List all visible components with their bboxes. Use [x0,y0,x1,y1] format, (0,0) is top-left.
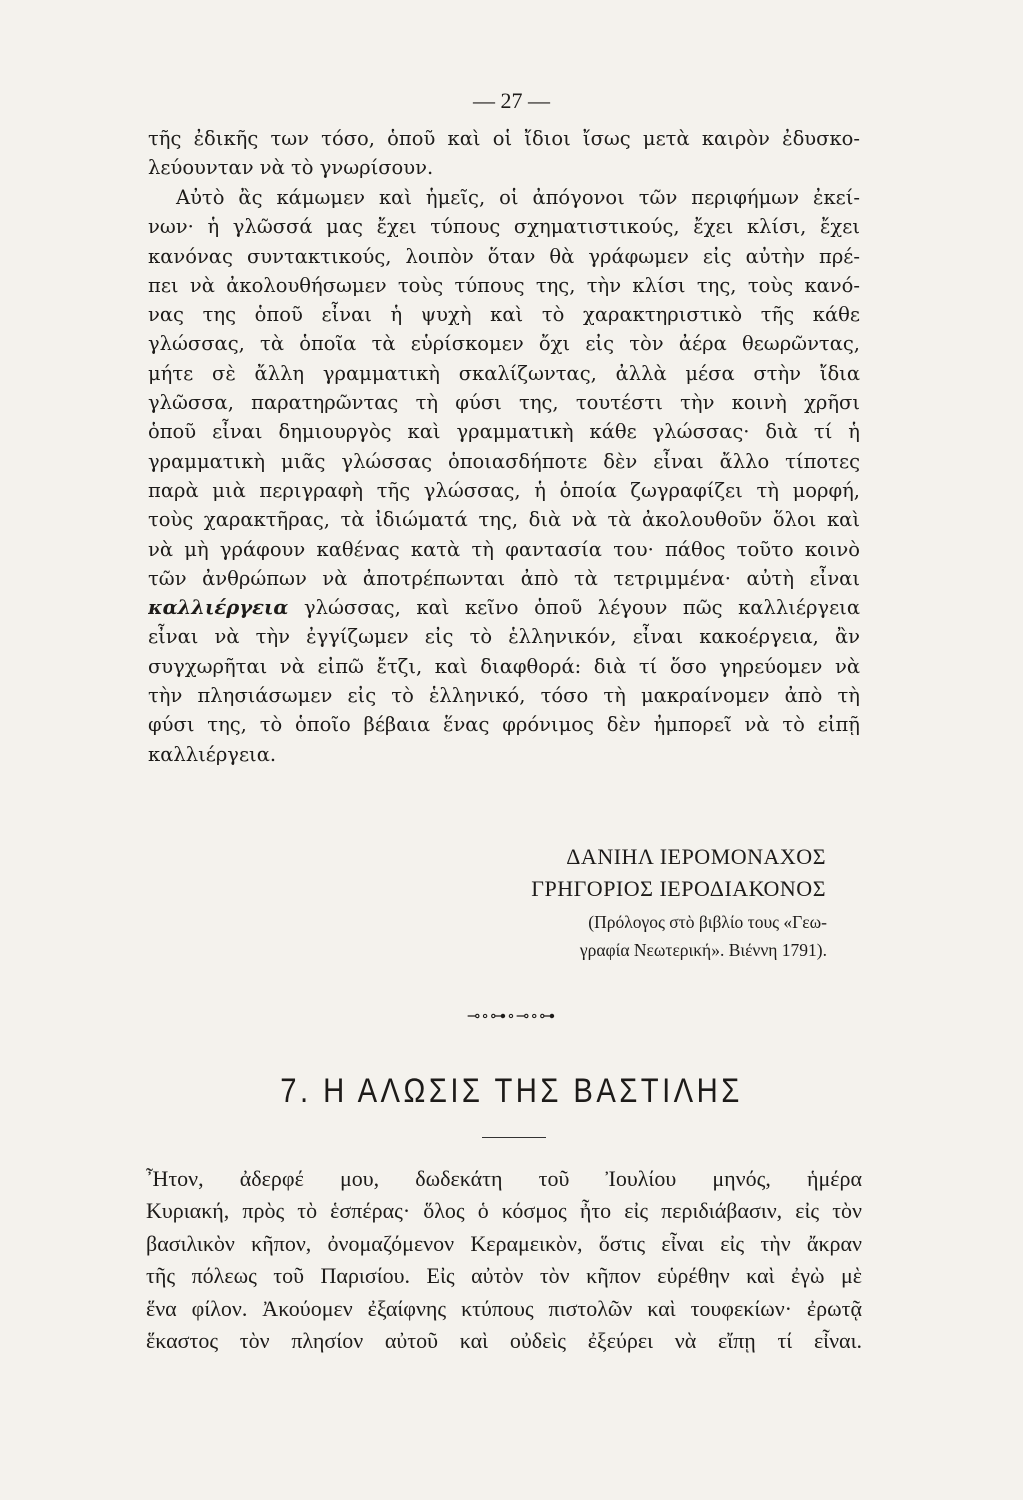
text-line-with-emphasis [148,593,860,622]
paragraph-3 [146,1163,862,1357]
text-line: παρὰ μιὰ περιγραφὴ τῆς γλώσσας, ἡ ὁποία ζωγραφίζει τὴ μορφή, [148,478,860,502]
text-line: τῆς ἐδικῆς των τόσο, ὁποῦ καὶ οἱ ἴδιοι ἴσως μετὰ καιρὸν ἐδυσκο- [148,127,860,150]
text-line: καλλιέργεια. [148,742,277,766]
heading-underline-rule [482,1137,546,1138]
text-line: πει νὰ ἀκολουθήσωμεν τοὺς τύπους της, τὴν κλίσι της, τοὺς κανό- [148,273,860,297]
text-line: Κυριακή, πρὸς τὸ ἑσπέρας· ὅλος ὁ κόσμος ἦτο εἰς περιδιάβασιν, εἰς τὸν [146,1198,862,1224]
paragraph-1 [148,124,860,183]
signature-name-2: ΓΡΗΓΟΡΙΟΣ ΙΕΡΟΔΙΑΚΟΝΟΣ [531,876,826,901]
text-line: λεύουνταν νὰ τὸ γνωρίσουν. [148,156,434,180]
signature-name-1: ΔΑΝΙΗΛ ΙΕΡΟΜΟΝΑΧΟΣ [566,844,826,869]
text-line: νων· ἡ γλῶσσά μας ἔχει τύπους σχηματιστικούς, ἔχει κλίσι, ἔχει [148,215,860,239]
source-citation-line-1: (Πρόλογος στὸ βιβλίο τους «Γεω- [588,912,827,932]
text-line: ἕνα φίλον. Ἀκούομεν ἐξαίφνης κτύπους πιστολῶν καὶ τουφεκίων· ἐρωτᾷ [146,1295,862,1321]
paragraph-2 [148,183,860,769]
text-line: φύσι της, τὸ ὁποῖο βέβαια ἕνας φρόνιμος δὲν ἠμπορεῖ νὰ τὸ εἰπῇ [148,713,860,737]
text-line: τῶν ἀνθρώπων νὰ ἀποτρέπωνται ἀπὸ τὰ τετριμμένα· αὐτὴ εἶναι [148,566,860,590]
text-line: κανόνας συντακτικούς, λοιπὸν ὅταν θὰ γράφωμεν εἰς αὐτὴν πρέ- [148,244,860,268]
text-line: νὰ μὴ γράφουν καθένας κατὰ τὴ φαντασία του· πάθος τοῦτο κοινὸ [148,537,860,561]
text-line: ἕκαστος τὸν πλησίον αὐτοῦ καὶ οὐδεὶς ἐξεύρει νὰ εἴπῃ τί εἶναι. [146,1328,862,1354]
source-citation-line-2: γραφία Νεωτερική». Βιέννη 1791). [579,940,827,960]
text-line: γλῶσσα, παρατηρῶντας τὴ φύσι της, τουτέστι τὴν κοινὴ χρῆσι [148,391,860,415]
page-number: — 27 — [473,88,550,113]
text-line: γραμματικὴ μιᾶς γλώσσας ὁποιασδήποτε δὲν εἶναι ἄλλο τίποτες [148,449,860,473]
text-line: ὁποῦ εἶναι δημιουργὸς καὶ γραμματικὴ κάθε γλώσσας· διὰ τί ἡ [148,420,860,444]
text-fragment: γλώσσας, καὶ κεῖνο ὁποῦ λέγουν πῶς καλλιέργεια [288,596,860,620]
text-line: συγχωρῆται νὰ εἰπῶ ἔτζι, καὶ διαφθορά: διὰ τί ὅσο γηρεύομεν νὰ [148,654,860,678]
emphasis-word: καλλιέργεια [148,596,289,620]
text-line: Ἦτον, ἀδερφέ μου, δωδεκάτη τοῦ Ἰουλίου μηνός, ἡμέρα [146,1166,862,1191]
text-line: νας της ὁποῦ εἶναι ἡ ψυχὴ καὶ τὸ χαρακτηριστικὸ τῆς κάθε [148,303,860,327]
text-line: τοὺς χαρακτῆρας, τὰ ἰδιώματά της, διὰ νὰ τὰ ἀκολουθοῦν ὅλοι καὶ [148,508,860,532]
text-line: βασιλικὸν κῆπον, ὀνομαζόμενον Κεραμεικὸν, ὅστις εἶναι εἰς τὴν ἄκραν [146,1230,862,1256]
text-line: γλώσσας, τὰ ὁποῖα τὰ εὑρίσκομεν ὄχι εἰς τὸν ἀέρα θεωρῶντας, [148,332,860,356]
text-line: τὴν πλησιάσωμεν εἰς τὸ ἑλληνικό, τόσο τὴ μακραίνομεν ἀπὸ τὴ [148,684,860,708]
text-line: Αὐτὸ ἂς κάμωμεν καὶ ἡμεῖς, οἱ ἀπόγονοι τῶν περιφήμων ἐκεί- [176,186,860,209]
text-line: εἶναι νὰ τὴν ἐγγίζωμεν εἰς τὸ ἑλληνικόν, εἶναι κακοέργεια, ἂν [148,625,860,649]
text-line: τῆς πόλεως τοῦ Παρισίου. Εἰς αὐτὸν τὸν κῆπον εὑρέθην καὶ ἐγὼ μὲ [146,1263,862,1289]
section-divider-ornament: ⊸∘⊶∘⊸∘⊶ [466,1006,557,1025]
section-heading: 7. Η ΑΛΩΣΙΣ ΤΗΣ ΒΑΣΤΙΛΗΣ [280,1072,743,1110]
text-line: μήτε σὲ ἄλλη γραμματικὴ σκαλίζωντας, ἀλλὰ μέσα στὴν ἴδια [148,361,860,385]
